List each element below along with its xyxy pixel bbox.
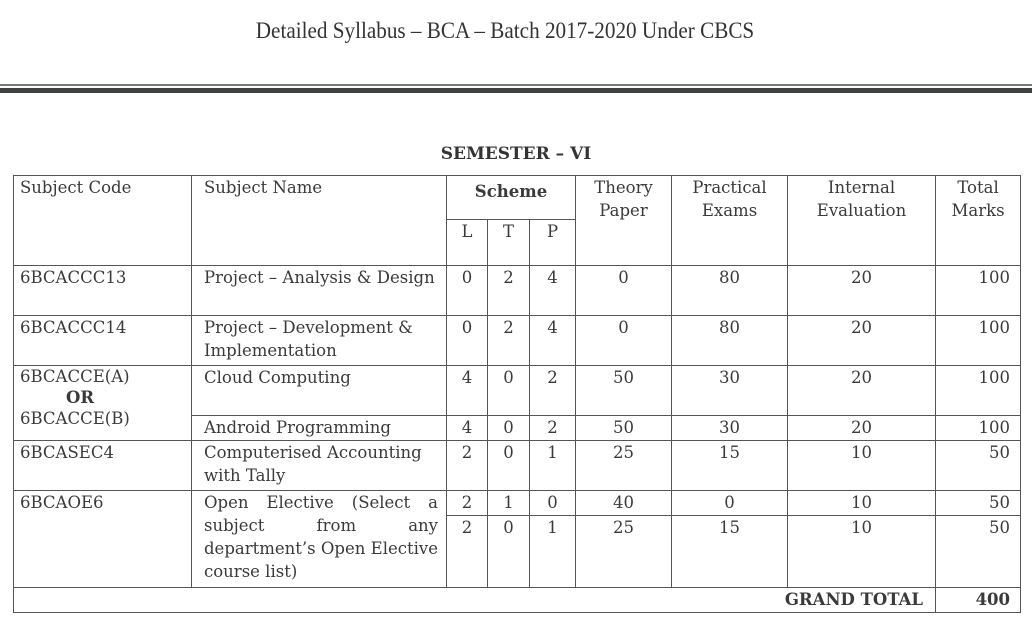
subject-name: Computerised Accounting with Tally: [192, 441, 447, 491]
scheme-p: 2: [530, 416, 576, 441]
subject-code-elective: [14, 366, 192, 441]
theory-paper: 40: [576, 491, 672, 516]
internal-evaluation: 20: [788, 316, 936, 366]
header-scheme-t: T: [488, 220, 530, 266]
scheme-t: 2: [488, 316, 530, 366]
table-row: [14, 366, 1021, 416]
scheme-t: 0: [488, 366, 530, 416]
scheme-l: 4: [447, 366, 488, 416]
header-subject-code: Subject Code: [14, 176, 192, 266]
practical-exams: 30: [672, 366, 788, 416]
subject-code: 6BCACCC13: [14, 266, 192, 316]
scheme-l: 4: [447, 416, 488, 441]
header-row: [14, 176, 1021, 220]
subject-code: 6BCASEC4: [14, 441, 192, 491]
header-divider: [0, 84, 1032, 94]
subject-name: Android Programming: [192, 416, 447, 441]
table-row: [14, 491, 1021, 516]
subject-name: Project – Analysis & Design: [192, 266, 447, 316]
grand-total-value: 400: [936, 588, 1021, 613]
scheme-t: 0: [488, 516, 530, 588]
internal-evaluation: 20: [788, 266, 936, 316]
internal-evaluation: 20: [788, 366, 936, 416]
table-row: [14, 266, 1021, 316]
scheme-t: 0: [488, 416, 530, 441]
divider-thin-line: [0, 84, 1032, 86]
theory-paper: 50: [576, 416, 672, 441]
syllabus-table: [13, 175, 1021, 613]
practical-exams: 80: [672, 316, 788, 366]
total-marks: 100: [936, 366, 1021, 416]
subject-code: 6BCAOE6: [14, 491, 192, 588]
table-row: [14, 316, 1021, 366]
scheme-l: 2: [447, 441, 488, 491]
scheme-l: 2: [447, 491, 488, 516]
header-scheme-p: P: [530, 220, 576, 266]
subject-code: 6BCACCC14: [14, 316, 192, 366]
scheme-p: 1: [530, 516, 576, 588]
scheme-p: 0: [530, 491, 576, 516]
header-subject-name: Subject Name: [192, 176, 447, 266]
subject-code-b: 6BCACCE(B): [20, 409, 130, 428]
total-marks: 100: [936, 316, 1021, 366]
scheme-l: 0: [447, 266, 488, 316]
grand-total-label: GRAND TOTAL: [14, 588, 936, 613]
scheme-t: 2: [488, 266, 530, 316]
or-label: OR: [65, 388, 95, 407]
scheme-p: 4: [530, 266, 576, 316]
scheme-t: 1: [488, 491, 530, 516]
header-scheme-l: L: [447, 220, 488, 266]
scheme-p: 4: [530, 316, 576, 366]
divider-thick-line: [0, 88, 1032, 93]
practical-exams: 15: [672, 516, 788, 588]
scheme-t: 0: [488, 441, 530, 491]
internal-evaluation: 10: [788, 491, 936, 516]
theory-paper: 0: [576, 316, 672, 366]
practical-exams: 80: [672, 266, 788, 316]
practical-exams: 15: [672, 441, 788, 491]
theory-paper: 50: [576, 366, 672, 416]
total-marks: 100: [936, 416, 1021, 441]
internal-evaluation: 10: [788, 441, 936, 491]
subject-name: Open Elective (Select a subject from any department’s Open Elective course list): [192, 491, 447, 588]
header-scheme: Scheme: [447, 176, 576, 220]
header-practical-exams: Practical Exams: [672, 176, 788, 266]
scheme-l: 0: [447, 316, 488, 366]
internal-evaluation: 20: [788, 416, 936, 441]
header-internal-evaluation: Internal Evaluation: [788, 176, 936, 266]
scheme-p: 1: [530, 441, 576, 491]
total-marks: 50: [936, 441, 1021, 491]
practical-exams: 30: [672, 416, 788, 441]
total-marks: 50: [936, 516, 1021, 588]
scheme-l: 2: [447, 516, 488, 588]
header-theory-paper: Theory Paper: [576, 176, 672, 266]
internal-evaluation: 10: [788, 516, 936, 588]
theory-paper: 25: [576, 516, 672, 588]
practical-exams: 0: [672, 491, 788, 516]
scheme-p: 2: [530, 366, 576, 416]
section-title: SEMESTER – VI: [440, 144, 592, 164]
table-row: [14, 441, 1021, 491]
total-marks: 50: [936, 491, 1021, 516]
subject-name: Cloud Computing: [192, 366, 447, 416]
total-marks: 100: [936, 266, 1021, 316]
subject-name: Project – Development & Implementation: [192, 316, 447, 366]
grand-total-row: [14, 588, 1021, 613]
header-total-marks: Total Marks: [936, 176, 1021, 266]
theory-paper: 0: [576, 266, 672, 316]
document-title: Detailed Syllabus – BCA – Batch 2017-2020 Under CBCS: [255, 18, 755, 43]
theory-paper: 25: [576, 441, 672, 491]
subject-code-a: 6BCACCE(A): [20, 367, 130, 386]
